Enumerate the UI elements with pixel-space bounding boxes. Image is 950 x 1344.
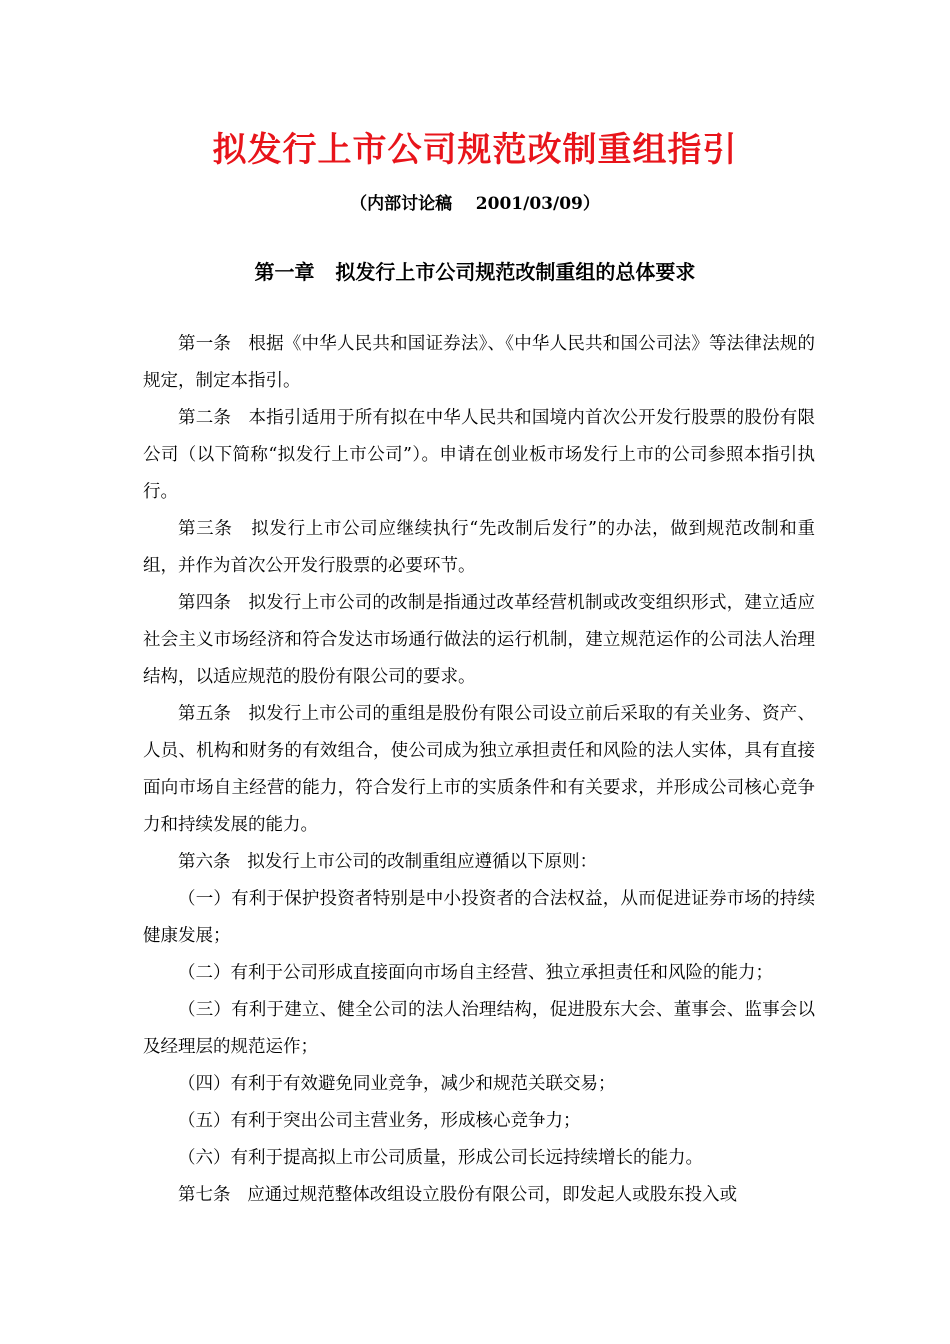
document-subtitle: （内部讨论稿 2001/03/09） — [350, 194, 600, 214]
principle-5-item: （五）有利于突出公司主营业务，形成核心竞争力； — [178, 1111, 581, 1131]
principle-1-item: （一）有利于保护投资者特别是中小投资者的合法权益，从而促进证券市场的持续健康发展； — [143, 889, 815, 946]
article-5-paragraph: 第五条 拟发行上市公司的重组是股份有限公司设立前后采取的有关业务、资产、人员、机构和财务的有效组合，使公司成为独立承担责任和风险的法人实体，具有直接面向市场自主经营的能力，符合发行上市的实质条件和有关要求，并形成公司核心竞争力和持续发展的能力。 — [143, 704, 815, 835]
principle-2-item: （二）有利于公司形成直接面向市场自主经营、独立承担责任和风险的能力； — [178, 963, 773, 983]
article-3-paragraph: 第三条 拟发行上市公司应继续执行“先改制后发行”的办法，做到规范改制和重组，并作为首次公开发行股票的必要环节。 — [143, 519, 815, 576]
principle-4-item: （四）有利于有效避免同业竞争，减少和规范关联交易； — [178, 1074, 616, 1094]
principle-3-item: （三）有利于建立、健全公司的法人治理结构，促进股东大会、董事会、监事会以及经理层的规范运作； — [143, 1000, 815, 1057]
principle-6-item: （六）有利于提高拟上市公司质量，形成公司长远持续增长的能力。 — [178, 1148, 703, 1168]
document-title: 拟发行上市公司规范改制重组指引 — [212, 130, 738, 170]
article-1-paragraph: 第一条 根据《中华人民共和国证券法》、《中华人民共和国公司法》等法律法规的规定，制定本指引。 — [143, 334, 815, 391]
article-7-paragraph: 第七条 应通过规范整体改组设立股份有限公司，即发起人或股东投入或 — [178, 1185, 738, 1205]
chapter-heading: 第一章 拟发行上市公司规范改制重组的总体要求 — [254, 260, 696, 284]
article-2-paragraph: 第二条 本指引适用于所有拟在中华人民共和国境内首次公开发行股票的股份有限公司（以下简称“拟发行上市公司”）。申请在创业板市场发行上市的公司参照本指引执行。 — [143, 408, 815, 502]
article-4-paragraph: 第四条 拟发行上市公司的改制是指通过改革经营机制或改变组织形式，建立适应社会主义市场经济和符合发达市场通行做法的运行机制，建立规范运作的公司法人治理结构，以适应规范的股份有限公司的要求。 — [143, 593, 815, 687]
article-6-paragraph: 第六条 拟发行上市公司的改制重组应遵循以下原则： — [178, 852, 598, 872]
document-body — [143, 326, 815, 1214]
